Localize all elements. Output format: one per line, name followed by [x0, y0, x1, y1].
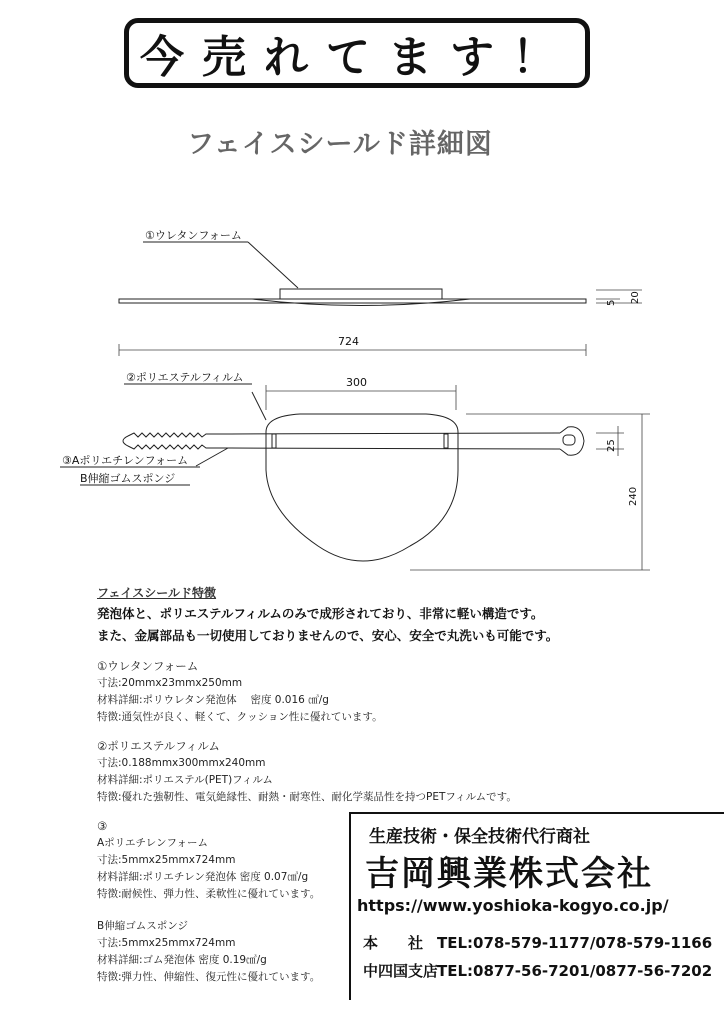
leader-line-2 — [252, 392, 266, 420]
spec-urethane — [97, 658, 383, 726]
label-pe-foam: ③Aポリエチレンフォーム — [62, 454, 189, 467]
page-title: フェイスシールド詳細図 — [187, 129, 493, 160]
company-tagline: 生産技術・保全技術代行商社 — [369, 827, 590, 847]
height-dims — [410, 414, 650, 570]
spec-a-material: 材料詳細:ポリエチレン発泡体 密度 0.07㎤/g — [97, 871, 309, 883]
front-view — [123, 414, 584, 561]
head-office-row — [363, 932, 712, 953]
spec-b-size: 寸法:5mmx25mmx724mm — [97, 937, 236, 949]
top-view — [119, 289, 586, 306]
film-slot-right — [444, 434, 448, 448]
features-heading: フェイスシールド特徴 — [97, 586, 217, 600]
dim-724: 724 — [338, 335, 359, 348]
urethane-foam-block — [280, 289, 442, 299]
strap-right-loop — [560, 427, 584, 455]
branch-row — [363, 960, 712, 981]
features-body — [97, 603, 558, 647]
spec-strap — [97, 818, 320, 986]
head-office-tel[interactable]: TEL:078-579-1177/078-579-1166 — [437, 934, 713, 952]
spec-a-size: 寸法:5mmx25mmx724mm — [97, 854, 236, 866]
features-line-2: また、金属部品も一切使用しておりませんので、安心、安全で丸洗いも可能です。 — [97, 628, 559, 643]
strap-hole — [563, 435, 575, 445]
spec-title: ②ポリエステルフィルム — [97, 739, 220, 753]
spec-title: ③ — [97, 819, 108, 833]
branch-label: 中四国支店 — [363, 962, 439, 980]
spec-size: 寸法:0.188mmx300mmx240mm — [97, 757, 266, 769]
dim-25: 25 — [606, 439, 617, 452]
foam-curve — [252, 299, 470, 306]
spec-title: ①ウレタンフォーム — [97, 659, 199, 673]
polyester-film-shield — [266, 414, 458, 561]
spec-polyester — [97, 738, 517, 806]
spec-b-material: 材料詳細:ゴム発泡体 密度 0.19㎤/g — [97, 954, 267, 966]
strap-left-end — [123, 436, 128, 446]
face-shield-drawing — [0, 180, 724, 580]
label-rubber-sponge: B伸縮ゴムスポンジ — [80, 472, 176, 485]
headline-banner: 今売れてます！ — [124, 18, 590, 88]
strap-bottom-edge — [128, 445, 560, 449]
label-urethane: ①ウレタンフォーム — [145, 229, 242, 242]
spec-material: 材料詳細:ポリウレタン発泡体 密度 0.016 ㎤/g — [97, 694, 329, 706]
spec-material: 材料詳細:ポリエステル(PET)フィルム — [97, 774, 273, 786]
spec-b-feature: 特徴:弾力性、伸縮性、復元性に優れています。 — [97, 971, 321, 983]
branch-tel[interactable]: TEL:0877-56-7201/0877-56-7202 — [437, 962, 713, 980]
dim-300: 300 — [346, 376, 367, 389]
spec-a-title: Aポリエチレンフォーム — [97, 837, 208, 849]
spec-feature: 特徴:通気性が良く、軽くて、クッション性に優れています。 — [97, 711, 383, 723]
spec-feature: 特徴:優れた強靭性、電気絶縁性、耐熱・耐寒性、耐化学薬品性を持つPETフィルムです。 — [97, 791, 517, 803]
spec-a-feature: 特徴:耐候性、弾力性、柔軟性に優れています。 — [97, 888, 321, 900]
dim-20: 20 — [630, 291, 641, 304]
spec-b-title: B伸縮ゴムスポンジ — [97, 920, 188, 932]
film-slot-left — [272, 434, 276, 448]
company-name: 吉岡興業株式会社 — [365, 854, 653, 894]
features-line-1: 発泡体と、ポリエステルフィルムのみで成形されており、非常に軽い構造です。 — [97, 606, 544, 621]
strap-top-edge — [128, 433, 560, 437]
leader-line-3 — [196, 448, 228, 466]
label-polyester: ②ポリエステルフィルム — [126, 371, 244, 384]
spec-size: 寸法:20mmx23mmx250mm — [97, 677, 243, 689]
company-info-box — [349, 812, 724, 1000]
dim-5: 5 — [606, 299, 617, 306]
dim-240: 240 — [628, 486, 639, 506]
head-office-label: 本 社 — [363, 934, 424, 952]
leader-line-1 — [248, 242, 298, 288]
company-url-link[interactable]: https://www.yoshioka-kogyo.co.jp/ — [357, 896, 669, 915]
base-strip — [119, 299, 586, 303]
